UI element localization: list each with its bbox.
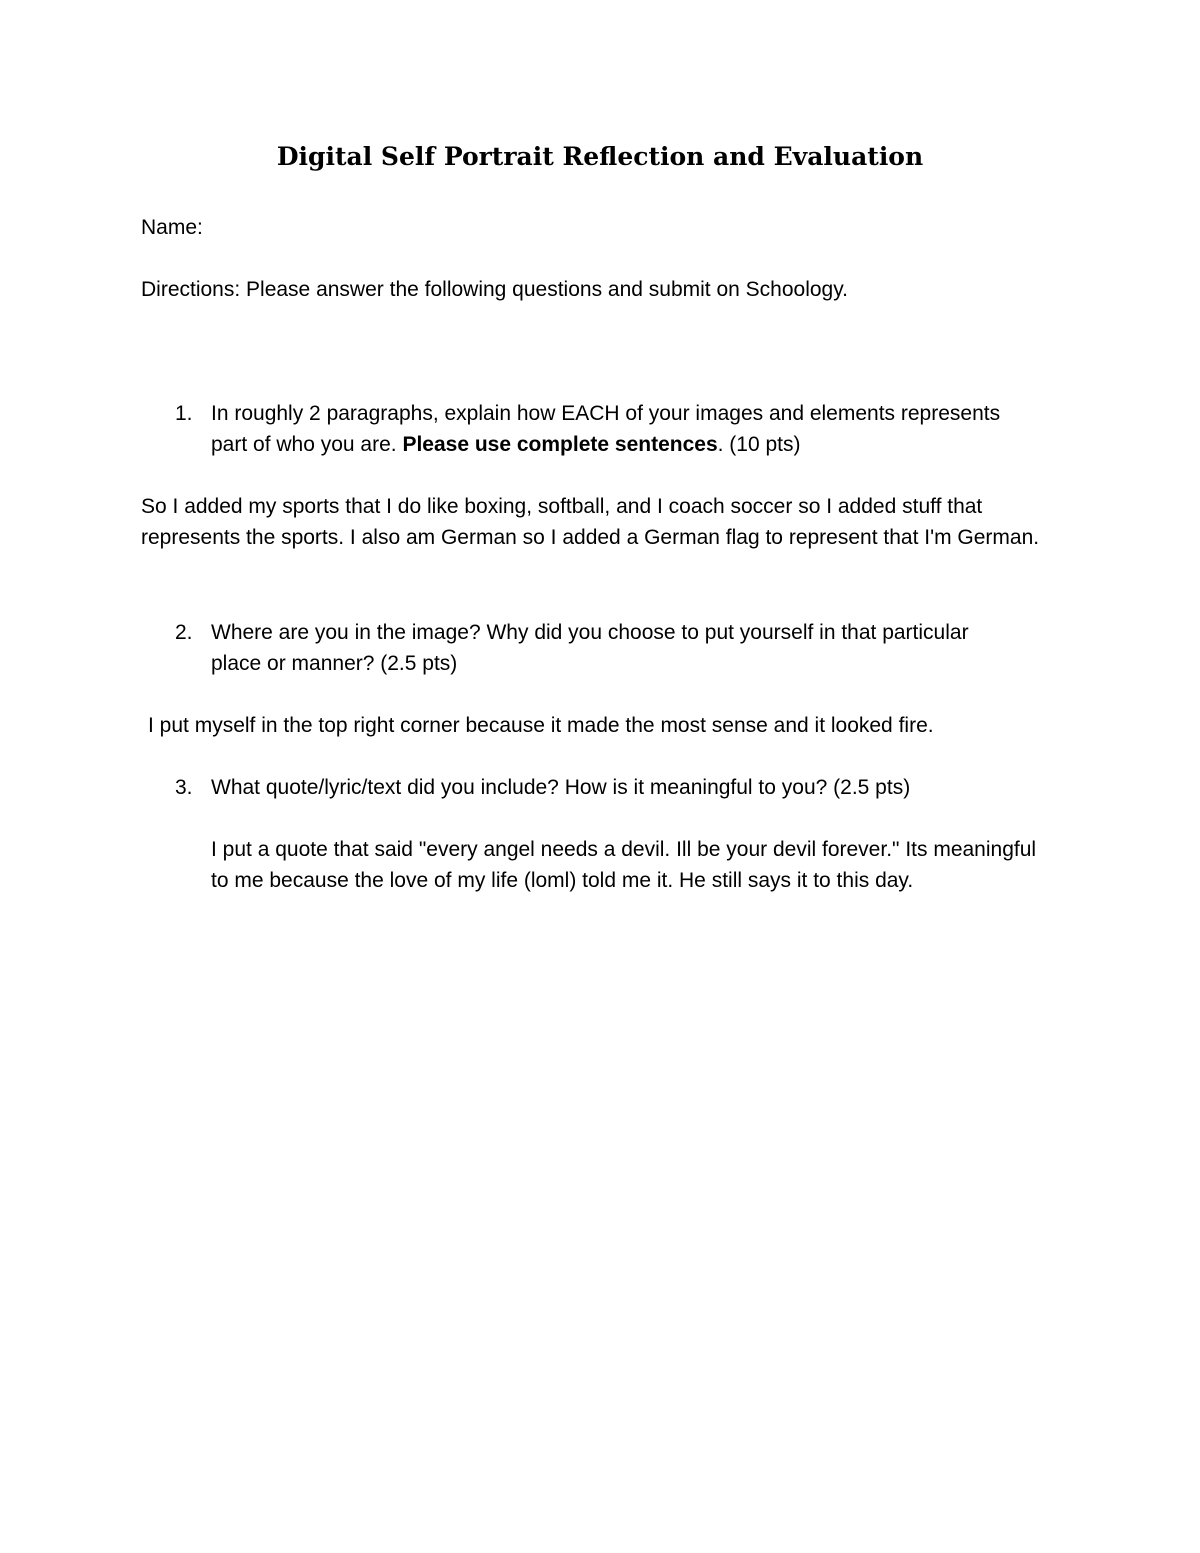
question-1-number: 1. xyxy=(175,402,193,425)
question-3-text: What quote/lyric/text did you include? How is it meaningful to you? (2.5 pts) xyxy=(211,776,911,799)
question-3-number: 3. xyxy=(175,776,193,799)
question-1-text-start: In roughly 2 paragraphs, explain how EACH of your images and elements represents part of who you are. xyxy=(211,402,1001,456)
question-1-text xyxy=(211,398,1011,460)
answer-1: So I added my sports that I do like boxing, softball, and I coach soccer so I added stuff that represents the sports. I also am German so I added a German flag to represent that I'm German. xyxy=(141,495,1040,549)
page-title: Digital Self Portrait Reflection and Evaluation xyxy=(276,142,924,171)
question-2-number: 2. xyxy=(175,621,193,644)
answer-3: I put a quote that said "every angel needs a devil. Ill be your devil forever." Its meaningful to me because the love of my life (loml) told me it. He still says it to this day. xyxy=(211,838,1037,892)
name-label: Name: xyxy=(141,216,203,239)
question-1-bold-text: Please use complete sentences xyxy=(402,433,718,456)
question-1-text-end: . (10 pts) xyxy=(717,433,801,456)
directions-text: Directions: Please answer the following questions and submit on Schoology. xyxy=(141,278,849,301)
question-2-text: Where are you in the image? Why did you choose to put yourself in that particular place or manner? (2.5 pts) xyxy=(211,621,969,675)
answer-2: I put myself in the top right corner because it made the most sense and it looked fire. xyxy=(148,714,934,737)
